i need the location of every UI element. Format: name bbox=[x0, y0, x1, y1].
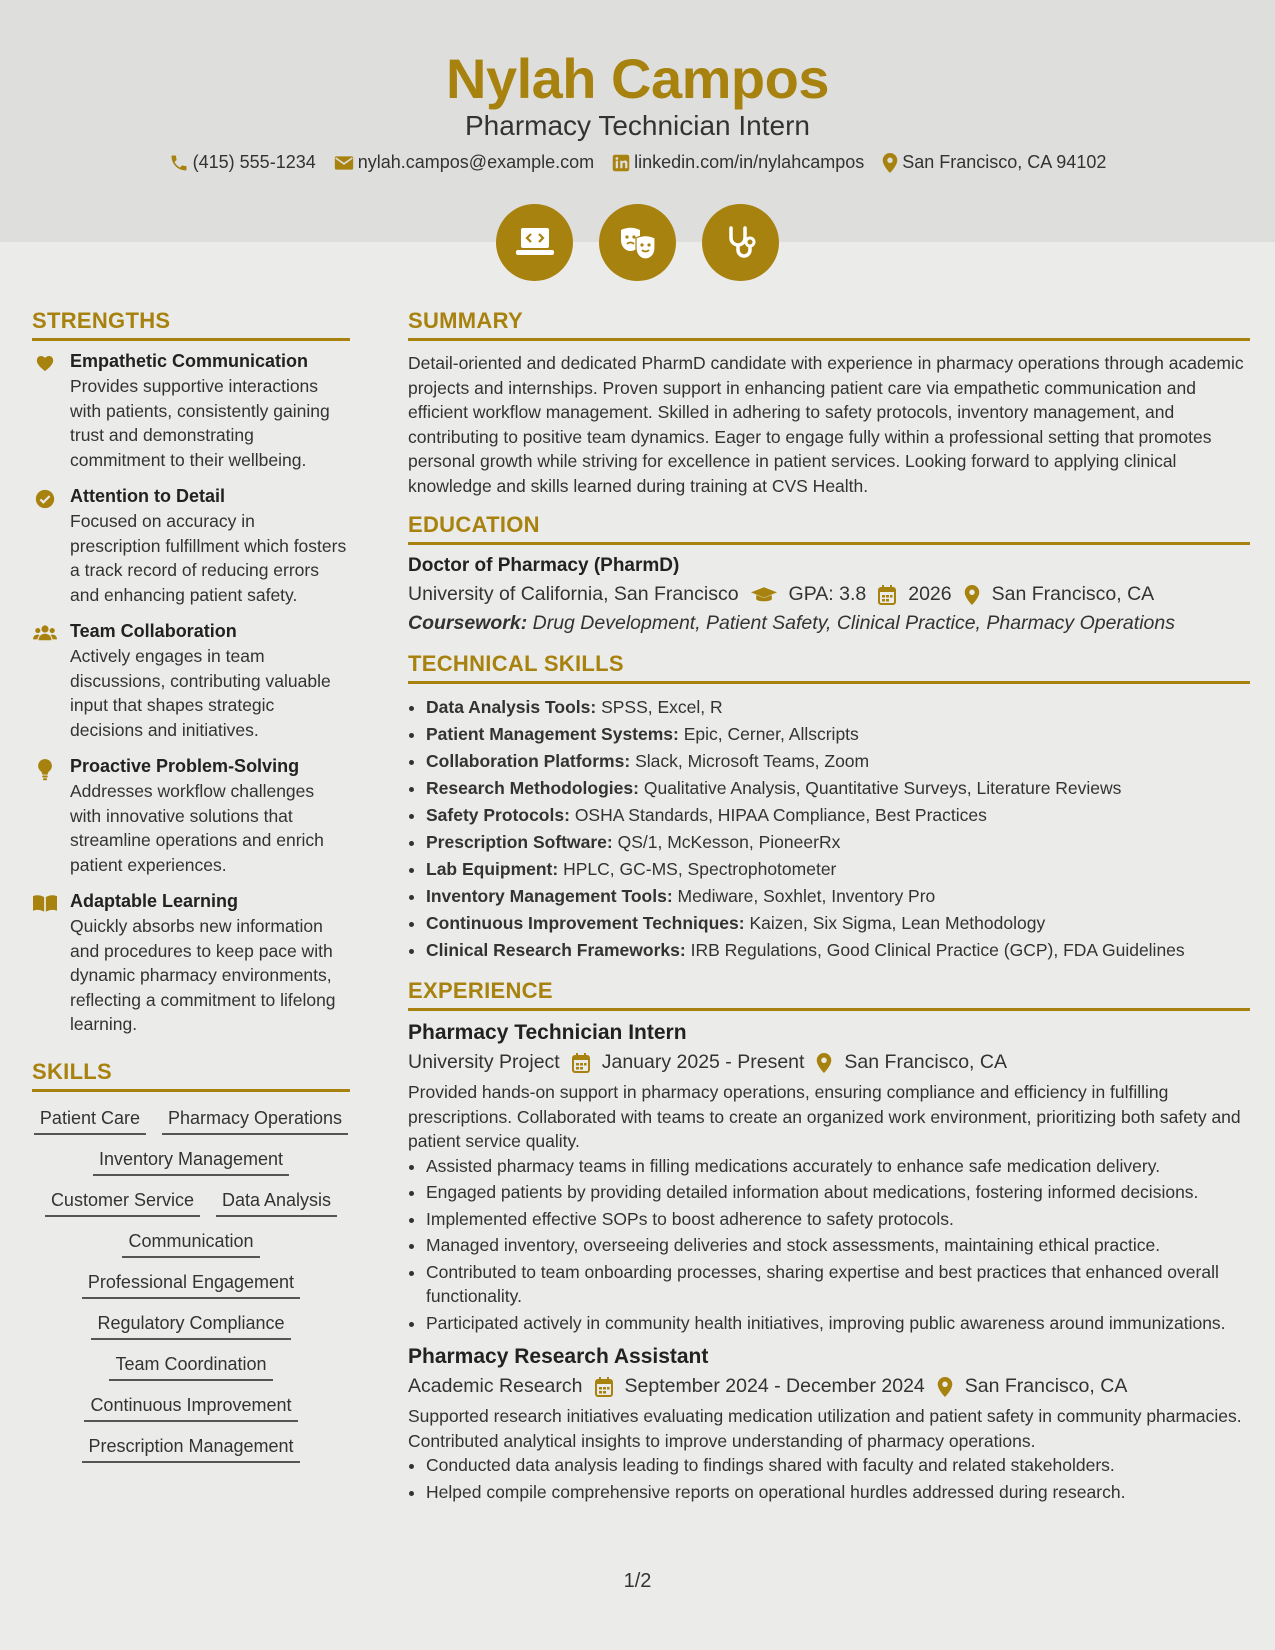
strength-title: Proactive Problem-Solving bbox=[70, 756, 300, 776]
candidate-role: Pharmacy Technician Intern bbox=[465, 110, 810, 141]
list-item: • Contributed to team onboarding processes, sharing expertise and best practices that enhanced overall functionality. bbox=[426, 1260, 1250, 1309]
strength-item bbox=[32, 486, 350, 607]
job-location: San Francisco, CA bbox=[844, 1051, 1007, 1073]
laptop-code-icon bbox=[496, 204, 573, 281]
job-description: Provided hands-on support in pharmacy operations, ensuring compliance and efficiency in fulfilling prescriptions. Collaborated with teams to create an organized work environment, prioritizing both safety and patient service quality. bbox=[408, 1082, 1241, 1151]
list-item: • Engaged patients by providing detailed information about medications, fostering informed decisions. bbox=[426, 1180, 1250, 1205]
technical-skills-heading: TECHNICAL SKILLS bbox=[408, 651, 1250, 684]
strength-item bbox=[32, 756, 350, 877]
lightbulb-icon bbox=[32, 756, 58, 877]
job-entry bbox=[408, 1021, 1250, 1335]
summary-heading: SUMMARY bbox=[408, 308, 1250, 341]
strength-desc: Addresses workflow challenges with innovative solutions that streamline operations and enrich patient experiences. bbox=[70, 781, 324, 875]
skill-tag: Customer Service bbox=[45, 1190, 200, 1217]
job-title: Pharmacy Research Assistant bbox=[408, 1345, 709, 1368]
strength-item bbox=[32, 891, 350, 1037]
list-item: • Implemented effective SOPs to boost adherence to safety protocols. bbox=[426, 1207, 1250, 1232]
skill-tag: Prescription Management bbox=[82, 1436, 299, 1463]
contact-location bbox=[882, 152, 1106, 173]
list-item: • Helped compile comprehensive reports on operational hurdles addressed during research. bbox=[426, 1480, 1250, 1505]
education-location: San Francisco, CA bbox=[991, 583, 1155, 605]
job-description: Supported research initiatives evaluating medication utilization and patient safety in community pharmacies. Contributed analytical insights to improve understanding of pharmacy operations. bbox=[408, 1406, 1242, 1451]
contact-email[interactable] bbox=[334, 152, 594, 173]
job-title: Pharmacy Technician Intern bbox=[408, 1021, 687, 1044]
job-location: San Francisco, CA bbox=[964, 1375, 1128, 1397]
job-bullets bbox=[408, 1453, 1250, 1504]
graduation-cap-icon bbox=[751, 586, 777, 604]
job-org: University Project bbox=[408, 1051, 560, 1073]
map-pin-icon bbox=[937, 1377, 953, 1397]
skill-tag: Team Coordination bbox=[109, 1354, 272, 1381]
book-open-icon bbox=[32, 891, 58, 1037]
left-column bbox=[32, 308, 350, 1463]
job-meta bbox=[408, 1375, 1250, 1398]
header-icon-row bbox=[0, 204, 1275, 281]
strength-desc: Focused on accuracy in prescription fulfillment which fosters a track record of reducing errors and enhancing patient safety. bbox=[70, 511, 347, 605]
coursework-list: Drug Development, Patient Safety, Clinical Practice, Pharmacy Operations bbox=[532, 612, 1175, 634]
strength-title: Team Collaboration bbox=[70, 621, 237, 641]
envelope-icon bbox=[334, 155, 354, 171]
job-org: Academic Research bbox=[408, 1375, 583, 1397]
strengths-heading: STRENGTHS bbox=[32, 308, 350, 341]
list-item: • Patient Management Systems: Epic, Cerner, Allscripts bbox=[426, 721, 1250, 748]
list-item: • Prescription Software: QS/1, McKesson, PioneerRx bbox=[426, 829, 1250, 856]
contact-phone[interactable] bbox=[169, 152, 316, 173]
strength-desc: Quickly absorbs new information and procedures to keep pace with dynamic pharmacy environments, reflecting a commitment to lifelong learning. bbox=[70, 916, 336, 1034]
linkedin-text: linkedin.com/in/nylahcampos bbox=[634, 152, 865, 172]
skills-tags bbox=[32, 1102, 350, 1463]
list-item: • Conducted data analysis leading to findings shared with faculty and related stakeholders. bbox=[426, 1453, 1250, 1478]
calendar-icon bbox=[572, 1053, 590, 1073]
location-text: San Francisco, CA 94102 bbox=[902, 152, 1107, 172]
stethoscope-icon bbox=[702, 204, 779, 281]
technical-skills-list bbox=[408, 694, 1250, 964]
strength-title: Empathetic Communication bbox=[70, 351, 309, 371]
masks-theater-icon bbox=[599, 204, 676, 281]
education-gpa: GPA: 3.8 bbox=[788, 583, 867, 605]
list-item: • Continuous Improvement Techniques: Kaizen, Six Sigma, Lean Methodology bbox=[426, 910, 1250, 937]
contact-bar bbox=[0, 152, 1275, 173]
education-year: 2026 bbox=[908, 583, 952, 605]
contact-linkedin[interactable] bbox=[612, 152, 864, 173]
skills-heading: SKILLS bbox=[32, 1059, 350, 1092]
education-coursework bbox=[408, 612, 1250, 635]
skill-tag: Patient Care bbox=[34, 1108, 146, 1135]
page-number: 1/2 bbox=[623, 1570, 652, 1592]
skill-tag: Professional Engagement bbox=[82, 1272, 300, 1299]
calendar-icon bbox=[595, 1377, 613, 1397]
users-icon bbox=[32, 621, 58, 742]
strength-desc: Provides supportive interactions with patients, consistently gaining trust and demonstrating commitment to their wellbeing. bbox=[70, 376, 330, 470]
strength-item bbox=[32, 621, 350, 742]
summary-text: Detail-oriented and dedicated PharmD candidate with experience in pharmacy operations through academic projects and internships. Proven support in enhancing patient care via empathetic communication and efficient workflow management. Skilled in adhering to safety protocols, inventory management, and contributing to positive team dynamics. Eager to engage fully within a professional setting that promotes personal growth while striving for excellence in patient services. Looking forward to applying clinical knowledge and skills learned during training at CVS Health. bbox=[408, 353, 1244, 496]
calendar-icon bbox=[878, 585, 896, 605]
strength-title: Attention to Detail bbox=[70, 486, 225, 506]
skill-tag: Continuous Improvement bbox=[84, 1395, 297, 1422]
list-item: • Collaboration Platforms: Slack, Microsoft Teams, Zoom bbox=[426, 748, 1250, 775]
skill-tag: Data Analysis bbox=[216, 1190, 337, 1217]
job-bullets bbox=[408, 1154, 1250, 1336]
list-item: • Clinical Research Frameworks: IRB Regulations, Good Clinical Practice (GCP), FDA Guidelines bbox=[426, 937, 1250, 964]
strength-title: Adaptable Learning bbox=[70, 891, 239, 911]
coursework-label: Coursework: bbox=[408, 612, 528, 634]
skill-tag: Communication bbox=[122, 1231, 259, 1258]
map-pin-icon bbox=[882, 153, 898, 173]
list-item: • Managed inventory, overseeing deliveries and stock assessments, maintaining ethical practice. bbox=[426, 1233, 1250, 1258]
list-item: • Lab Equipment: HPLC, GC-MS, Spectrophotometer bbox=[426, 856, 1250, 883]
right-column bbox=[408, 308, 1250, 1506]
phone-text: (415) 555-1234 bbox=[192, 152, 316, 172]
candidate-name: Nylah Campos bbox=[446, 47, 829, 110]
phone-icon bbox=[169, 153, 189, 173]
job-dates: January 2025 - Present bbox=[601, 1051, 805, 1073]
strength-item bbox=[32, 351, 350, 472]
linkedin-icon bbox=[612, 154, 630, 172]
skill-tag: Pharmacy Operations bbox=[162, 1108, 348, 1135]
job-entry bbox=[408, 1345, 1250, 1504]
heart-icon bbox=[32, 351, 58, 472]
strength-desc: Actively engages in team discussions, contributing valuable input that shapes strategic decisions and initiatives. bbox=[70, 646, 331, 740]
map-pin-icon bbox=[816, 1053, 832, 1073]
education-school: University of California, San Francisco bbox=[408, 583, 739, 605]
email-text: nylah.campos@example.com bbox=[357, 152, 595, 172]
list-item: • Research Methodologies: Qualitative Analysis, Quantitative Surveys, Literature Reviews bbox=[426, 775, 1250, 802]
education-degree: Doctor of Pharmacy (PharmD) bbox=[408, 555, 680, 576]
list-item: • Safety Protocols: OSHA Standards, HIPAA Compliance, Best Practices bbox=[426, 802, 1250, 829]
skill-tag: Regulatory Compliance bbox=[91, 1313, 290, 1340]
job-meta bbox=[408, 1051, 1250, 1074]
skill-tag: Inventory Management bbox=[93, 1149, 289, 1176]
education-heading: EDUCATION bbox=[408, 512, 1250, 545]
job-dates: September 2024 - December 2024 bbox=[624, 1375, 925, 1397]
map-pin-icon bbox=[964, 585, 980, 605]
education-meta bbox=[408, 583, 1250, 606]
list-item: • Participated actively in community health initiatives, improving public awareness around immunizations. bbox=[426, 1311, 1250, 1336]
check-circle-icon bbox=[32, 486, 58, 607]
experience-heading: EXPERIENCE bbox=[408, 978, 1250, 1011]
list-item: • Assisted pharmacy teams in filling medications accurately to enhance safe medication delivery. bbox=[426, 1154, 1250, 1179]
list-item: • Data Analysis Tools: SPSS, Excel, R bbox=[426, 694, 1250, 721]
list-item: • Inventory Management Tools: Mediware, Soxhlet, Inventory Pro bbox=[426, 883, 1250, 910]
